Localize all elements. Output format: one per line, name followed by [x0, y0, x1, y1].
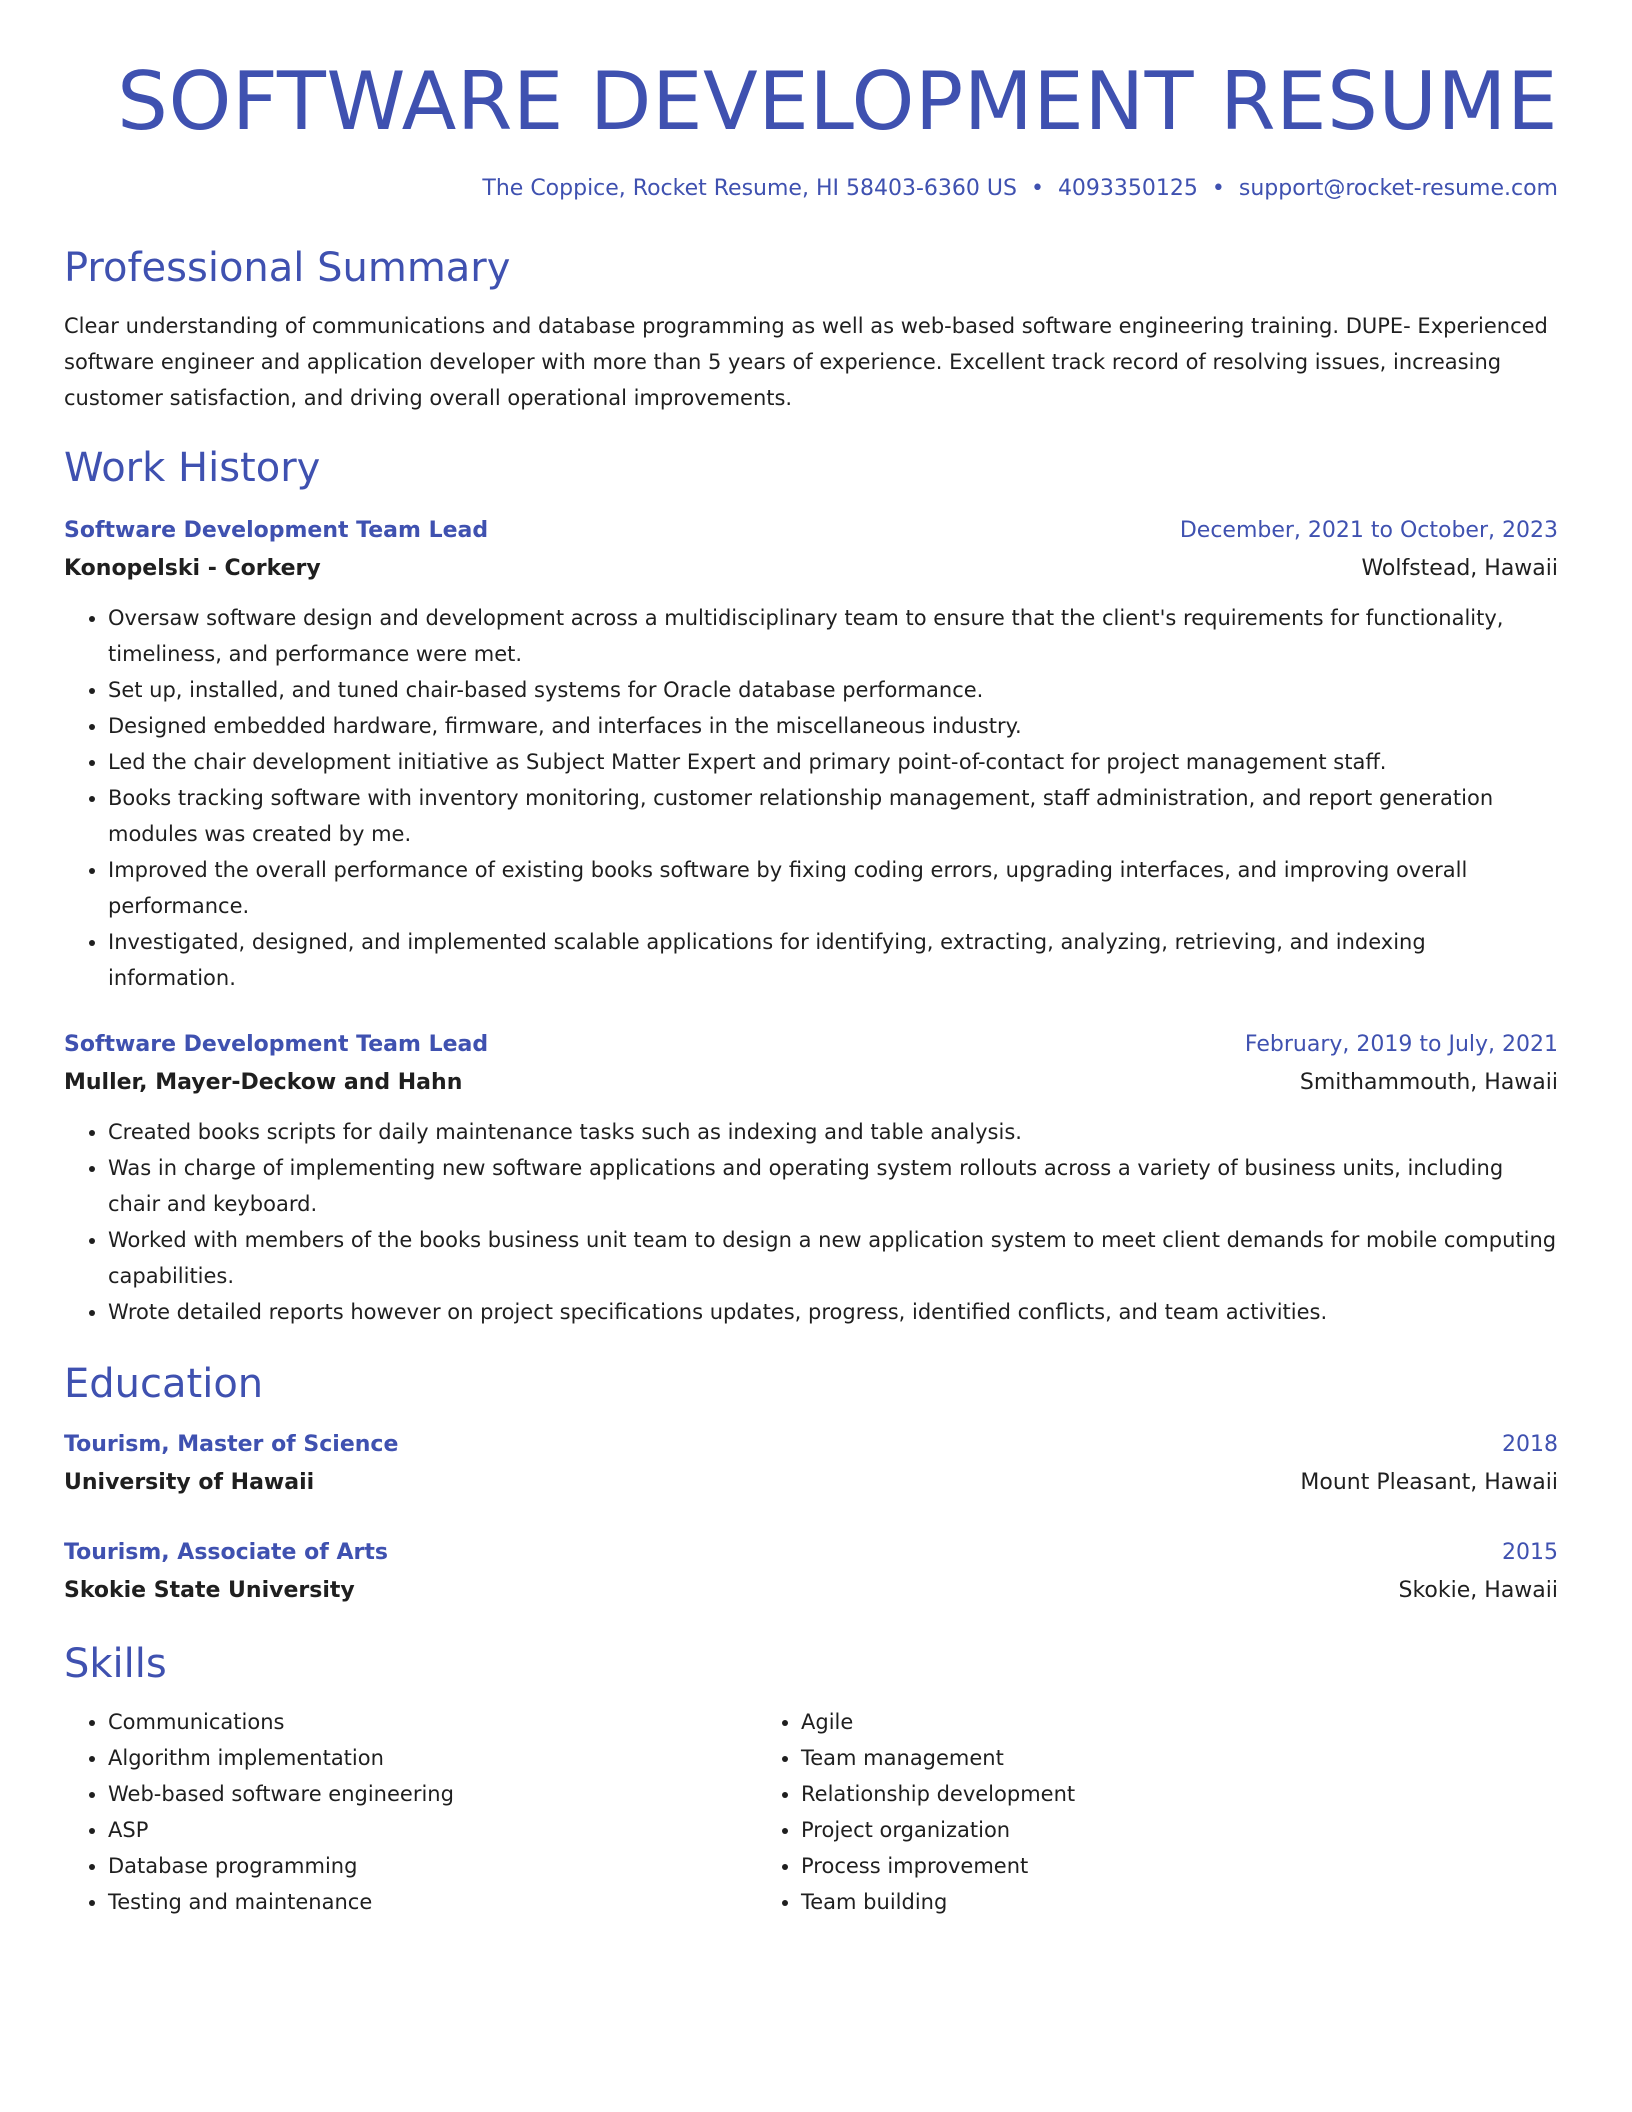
- skill-item: • Algorithm implementation: [108, 1740, 757, 1776]
- professional-summary-section: [64, 242, 1558, 416]
- job-header-row: [64, 1026, 1558, 1064]
- contact-separator: •: [1030, 176, 1044, 201]
- job-bullet: • Wrote detailed reports however on project specifications updates, progress, identified conflicts, and team activities.: [108, 1294, 1558, 1330]
- job-company: Konopelski - Corkery: [64, 556, 321, 581]
- job-bullet: • Oversaw software design and development across a multidisciplinary team to ensure that the client's requirements for functionality, timeliness, and performance were met.: [108, 600, 1558, 672]
- job-bullet-list: [64, 1114, 1558, 1330]
- skill-item: • Team management: [801, 1740, 1450, 1776]
- job-bullet: • Worked with members of the books business unit team to design a new application system to meet client demands for mobile computing capabilities.: [108, 1222, 1558, 1294]
- skill-item: • Team building: [801, 1884, 1450, 1920]
- skills-list-left: [64, 1704, 757, 1920]
- skill-item: • Web-based software engineering: [108, 1776, 757, 1812]
- skills-grid: [64, 1704, 1558, 1920]
- work-history-section: [64, 442, 1558, 1330]
- section-heading-work: Work History: [64, 445, 321, 491]
- contact-address: The Coppice, Rocket Resume, HI 58403-6360 US: [482, 176, 1017, 201]
- job-dates: December, 2021 to October, 2023: [1179, 518, 1558, 543]
- education-header-row: [64, 1534, 1558, 1572]
- skill-item: • Relationship development: [801, 1776, 1450, 1812]
- job-title: Software Development Team Lead: [64, 1032, 489, 1057]
- skill-item: • Agile: [801, 1704, 1450, 1740]
- education-degree: Tourism, Master of Science: [64, 1432, 399, 1457]
- job-header-row: [64, 512, 1558, 550]
- skill-item: • Communications: [108, 1704, 757, 1740]
- education-school-row: [64, 1464, 1558, 1502]
- skill-item: • Testing and maintenance: [108, 1884, 757, 1920]
- education-entry: [64, 1426, 1558, 1502]
- skills-section: [64, 1638, 1558, 1920]
- contact-line: [64, 174, 1558, 204]
- education-school: Skokie State University: [64, 1578, 355, 1603]
- contact-email[interactable]: support@rocket-resume.com: [1238, 176, 1558, 201]
- job-company-row: [64, 1064, 1558, 1102]
- education-header-row: [64, 1426, 1558, 1464]
- education-year: 2015: [1502, 1540, 1558, 1565]
- education-entry: [64, 1534, 1558, 1610]
- job-bullet-list: [64, 600, 1558, 996]
- section-heading-summary: Professional Summary: [64, 245, 511, 291]
- job-company-row: [64, 550, 1558, 588]
- job-entry: [64, 512, 1558, 996]
- summary-text: Clear understanding of communications and database programming as well as web-based software engineering training. DUPE- Experienced software engineer and application developer with more than 5 years of experience. Excellent track record of resolving issues, increasing customer satisfaction, and driving overall operational improvements.: [64, 314, 1548, 410]
- job-location: Wolfstead, Hawaii: [1361, 556, 1558, 581]
- skill-item: • ASP: [108, 1812, 757, 1848]
- job-bullet: • Improved the overall performance of existing books software by fixing coding errors, upgrading interfaces, and improving overall performance.: [108, 852, 1558, 924]
- job-bullet: • Was in charge of implementing new software applications and operating system rollouts across a variety of business units, including chair and keyboard.: [108, 1150, 1558, 1222]
- job-company: Muller, Mayer-Deckow and Hahn: [64, 1070, 463, 1095]
- skill-item: • Project organization: [801, 1812, 1450, 1848]
- resume-title: SOFTWARE DEVELOPMENT RESUME: [117, 55, 1558, 148]
- education-school-row: [64, 1572, 1558, 1610]
- job-bullet: • Books tracking software with inventory monitoring, customer relationship management, staff administration, and report generation modules was created by me.: [108, 780, 1558, 852]
- contact-phone: 4093350125: [1057, 176, 1198, 201]
- job-title: Software Development Team Lead: [64, 518, 489, 543]
- job-bullet: • Led the chair development initiative as Subject Matter Expert and primary point-of-contact for project management staff.: [108, 744, 1558, 780]
- section-heading-skills: Skills: [64, 1641, 167, 1687]
- skill-item: • Process improvement: [801, 1848, 1450, 1884]
- resume-page: [64, 0, 1558, 1920]
- education-location: Skokie, Hawaii: [1398, 1578, 1558, 1603]
- skills-list-right: [757, 1704, 1450, 1920]
- job-bullet: • Set up, installed, and tuned chair-based systems for Oracle database performance.: [108, 672, 1558, 708]
- job-entry: [64, 1026, 1558, 1330]
- job-location: Smithammouth, Hawaii: [1299, 1070, 1558, 1095]
- job-bullet: • Created books scripts for daily maintenance tasks such as indexing and table analysis.: [108, 1114, 1558, 1150]
- section-heading-education: Education: [64, 1361, 264, 1407]
- contact-separator: •: [1211, 176, 1225, 201]
- job-bullet: • Designed embedded hardware, firmware, and interfaces in the miscellaneous industry.: [108, 708, 1558, 744]
- education-year: 2018: [1502, 1432, 1558, 1457]
- education-section: [64, 1358, 1558, 1610]
- skill-item: • Database programming: [108, 1848, 757, 1884]
- job-dates: February, 2019 to July, 2021: [1244, 1032, 1558, 1057]
- education-school: University of Hawaii: [64, 1470, 315, 1495]
- job-bullet: • Investigated, designed, and implemented scalable applications for identifying, extracting, analyzing, retrieving, and indexing information.: [108, 924, 1558, 996]
- education-degree: Tourism, Associate of Arts: [64, 1540, 388, 1565]
- education-location: Mount Pleasant, Hawaii: [1300, 1470, 1558, 1495]
